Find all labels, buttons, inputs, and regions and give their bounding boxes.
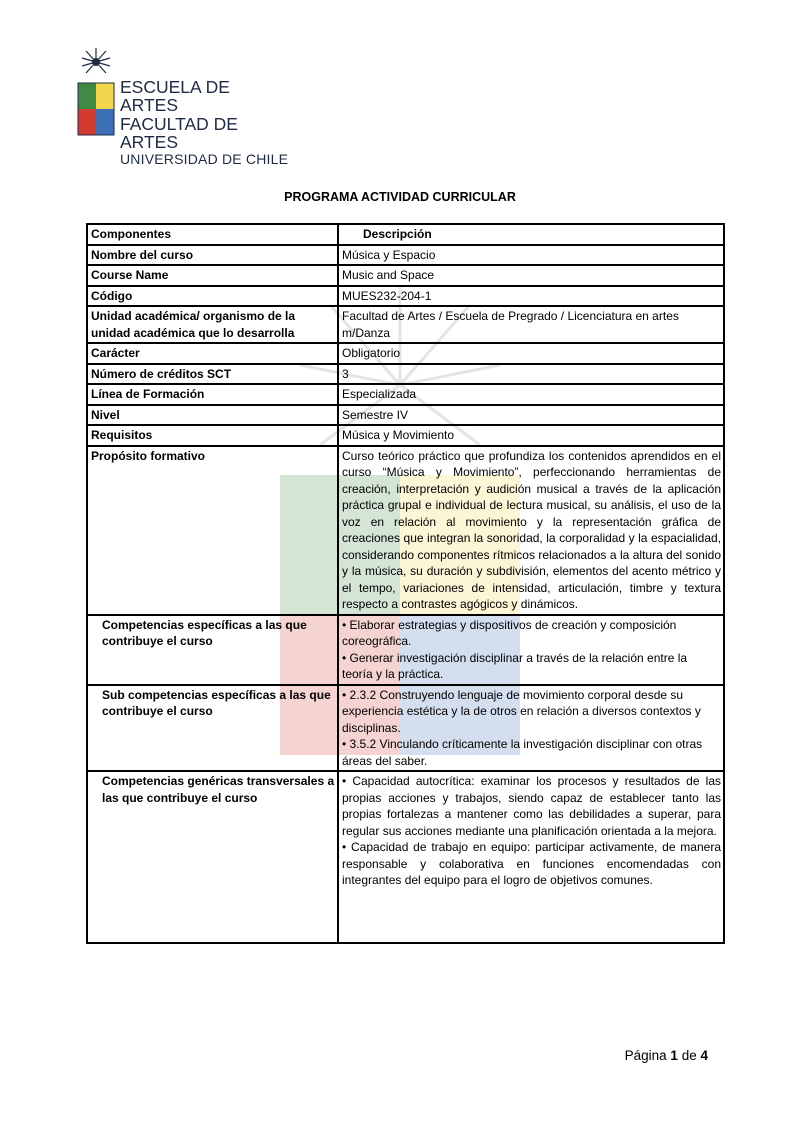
bullet-item: • Capacidad autocrítica: examinar los procesos y resultados de las propias acciones y trabajos, siendo capaz de establecer tanto las propias fortalezas a mantener como las debilidades a superar, para regular sus acciones mediante una planificación orientada a la mejora. — [342, 774, 721, 838]
row-value: Music and Space — [338, 265, 724, 286]
bullet-item: • Capacidad de trabajo en equipo: participar activamente, de manera responsable y colaborativa en funciones encomendadas con integrantes del equipo para el logro de objetivos comunes. — [342, 840, 721, 887]
row-label: Línea de Formación — [87, 384, 338, 405]
table-row — [87, 343, 724, 364]
curricular-table — [86, 223, 725, 944]
total-pages: 4 — [700, 1048, 708, 1063]
row-label: Competencias específicas a las que contribuye el curso — [87, 615, 338, 685]
header-description: Descripción — [338, 224, 724, 245]
bullet-item: • 2.3.2 Construyendo lenguaje de movimiento corporal desde su experiencia estética y la de otros en relación a diversos contextos y disciplinas. — [342, 687, 701, 735]
table-row — [87, 446, 724, 615]
row-label: Nivel — [87, 405, 338, 426]
logo-line-university: UNIVERSIDAD DE CHILE — [120, 150, 289, 167]
row-value: MUES232-204-1 — [338, 286, 724, 307]
table-row — [87, 286, 724, 307]
page-title: PROGRAMA ACTIVIDAD CURRICULAR — [284, 190, 516, 204]
table-row — [87, 265, 724, 286]
header-components: Componentes — [87, 224, 338, 245]
current-page: 1 — [670, 1048, 678, 1063]
row-value — [338, 685, 724, 772]
row-value: Facultad de Artes / Escuela de Pregrado / Licenciatura en artes m/Danza — [338, 306, 724, 343]
logo — [76, 46, 289, 167]
row-label: Unidad académica/ organismo de la unidad académica que lo desarrolla — [87, 306, 338, 343]
row-value: Obligatorio — [338, 343, 724, 364]
row-value: Semestre IV — [338, 405, 724, 426]
page-number — [625, 1048, 708, 1063]
row-label: Propósito formativo — [87, 446, 338, 615]
table-row — [87, 425, 724, 446]
row-value — [338, 771, 724, 943]
table-row — [87, 685, 724, 772]
row-value: Curso teórico práctico que profundiza los contenidos aprendidos en el curso “Música y Movimiento”, perfeccionando herramientas de creación, interpretación y audición musical a través de la aplicación práctica grupal e individual de lectura musical, su análisis, el uso de la voz en relación al movimiento y la representación gráfica de creaciones que integran la sonoridad, la corporalidad y la espacialidad, considerando componentes rítmicos relacionados a la altura del sonido y la música, su duración y subdivisión, elementos del acento métrico y el tempo, variaciones de intensidad, articulación, timbre y textura respecto a contrastes agógicos y dinámicos. — [338, 446, 724, 615]
table-row — [87, 364, 724, 385]
row-label: Course Name — [87, 265, 338, 286]
row-label: Competencias genéricas transversales a las que contribuye el curso — [87, 771, 338, 943]
table-row — [87, 771, 724, 943]
logo-line-faculty: FACULTAD DE ARTES — [120, 113, 238, 153]
bullet-item: • Generar investigación disciplinar a través de la relación entre la teoría y la práctica. — [342, 650, 688, 681]
row-label: Código — [87, 286, 338, 307]
row-label: Número de créditos SCT — [87, 364, 338, 385]
row-value — [338, 615, 724, 685]
page-word: Página — [624, 1048, 667, 1063]
bullet-item: • 3.5.2 Vinculando críticamente la investigación disciplinar con otras áreas del saber. — [342, 737, 703, 768]
table-row — [87, 306, 724, 343]
row-value: 3 — [338, 364, 724, 385]
row-label: Requisitos — [87, 425, 338, 446]
university-emblem-icon — [76, 46, 116, 138]
row-label: Sub competencias específicas a las que contribuye el curso — [87, 685, 338, 772]
table-row — [87, 245, 724, 266]
table-header-row — [87, 224, 724, 245]
row-label: Carácter — [87, 343, 338, 364]
logo-line-school: ESCUELA DE ARTES — [120, 77, 230, 116]
table-row — [87, 615, 724, 685]
row-label: Nombre del curso — [87, 245, 338, 266]
row-value: Música y Movimiento — [338, 425, 724, 446]
row-value: Música y Espacio — [338, 245, 724, 266]
table-row — [87, 405, 724, 426]
bullet-item: • Elaborar estrategias y dispositivos de creación y composición coreográfica. — [342, 617, 677, 648]
of-word: de — [681, 1048, 697, 1063]
table-row — [87, 384, 724, 405]
row-value: Especializada — [338, 384, 724, 405]
